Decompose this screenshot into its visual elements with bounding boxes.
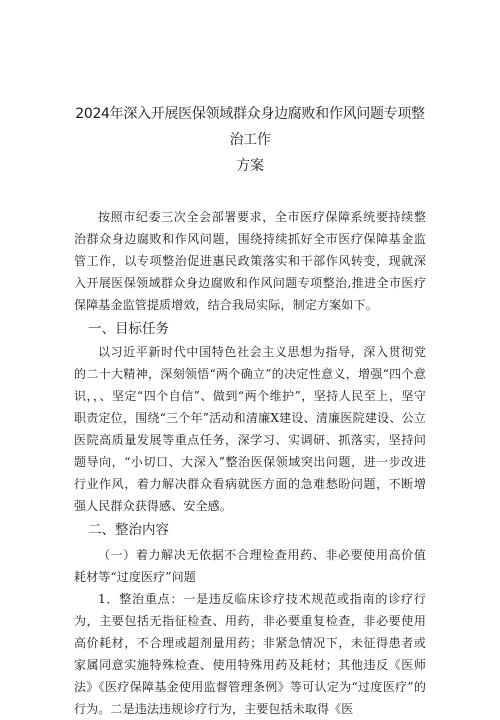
section-1-paragraph: 以习近平新时代中国特色社会主义思想为指导，深入贯彻党的二十大精神，深刻领悟“两个确立”的决定性意义，增强“四个意识，，、坚定“四个自信”、做到“两个维护”，坚持人民至上，坚守职责定位，围绕“三个年”活动和清廉X建设、清廉医院建设、公立医院高质量发展等重点任务，深学习、实调研、抓落实，坚持问题导向，“小切口、大深入”整治医保领域突出问题，进一步改进行业作风，着力解决群众看病就医方面的急难愁盼问题，不断增强人民群众获得感、安全感。 (74, 345, 426, 513)
document-title (74, 0, 426, 179)
section-1-heading: 一、目标任务 (88, 321, 169, 337)
section-2-point-1: 1．整治重点：一是违反临床诊疗技术规范或指南的诊疗行为，主要包括无指征检查、用药，非必要重复检查，非必要使用高价耗材，不合理或超剂量用药；非紧急情况下，未征得患者或家属同意实施特殊检查、使用特殊用药及耗材；其他违反《医师法》《医疗保障基金使用监督管理条例》等可认定为“过度医疗”的行为。二是违法违规诊疗行为，主要包括未取得《医 (74, 592, 426, 716)
section-2-heading: 二、整治内容 (88, 522, 169, 538)
intro-paragraph: 按照市纪委三次全会部署要求，全市医疗保障系统要持续整治群众身边腐败和作风问题，围绕持续抓好全市医疗保障基金监管工作，以专项整治促进惠民政策落实和干部作风转变，现就深入开展医保领域群众身边腐败和作风问题专项整治,推进全市医疗保障基金监管提质增效，结合我局实际，制定方案如下。 (74, 210, 426, 312)
title-line-2: 方案 (236, 158, 264, 174)
section-2-subheading: （一）着力解决无依据不合理检查用药、非必要使用高价值耗材等“过度医疗”问题 (74, 548, 426, 584)
title-line-1: 2024年深入开展医保领域群众身边腐败和作风问题专项整治工作 (75, 106, 425, 148)
